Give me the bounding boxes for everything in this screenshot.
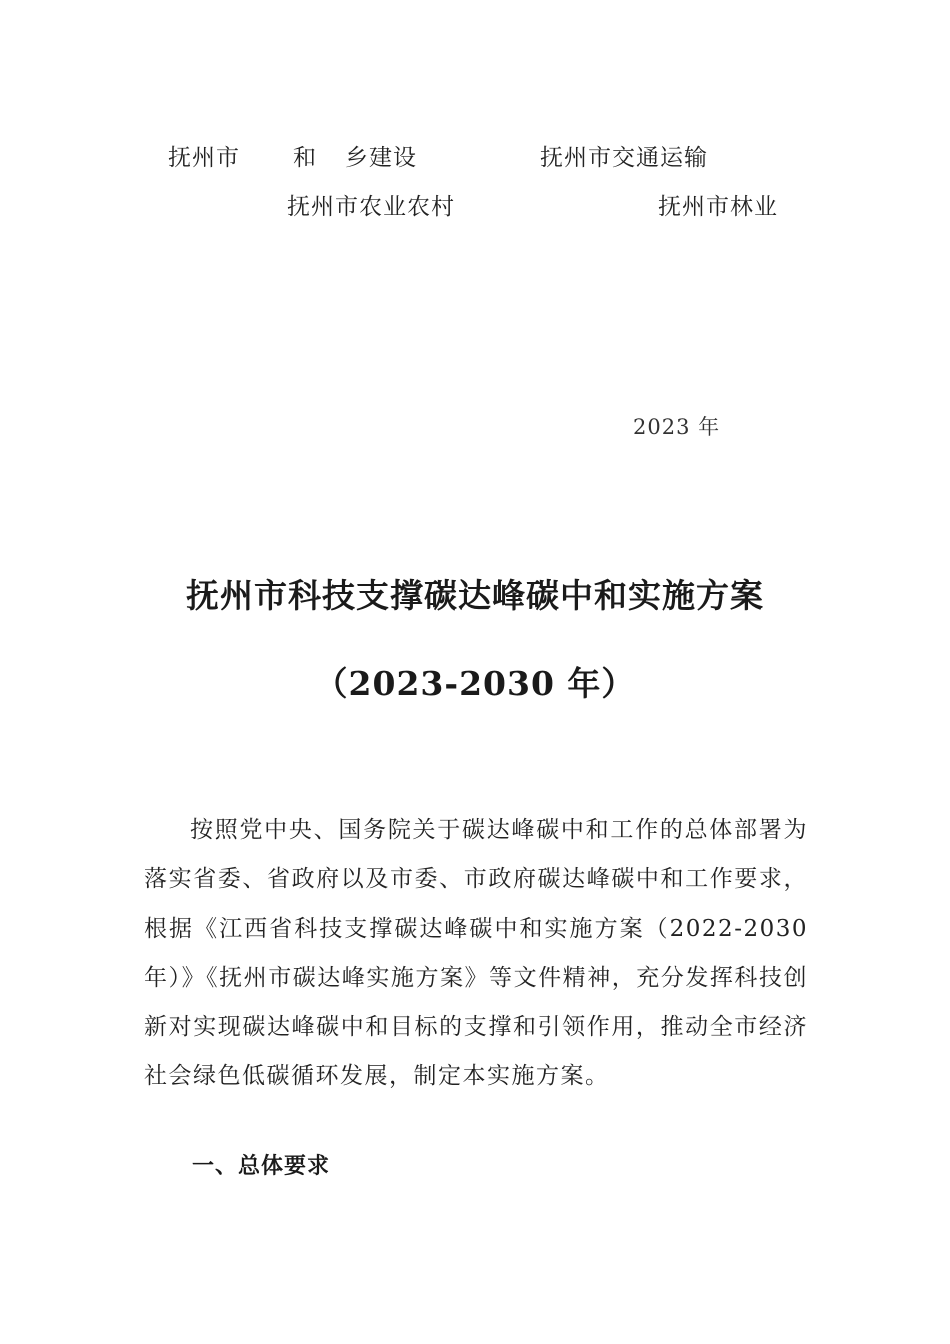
issuer-transport: 抚州市交通运输 (540, 145, 708, 171)
section-heading-general-requirements: 一、总体要求 (192, 1154, 331, 1179)
issue-year: 2023 年 (633, 415, 721, 439)
issuer-rural-construction: 乡建设 (345, 145, 417, 171)
issuer-forestry: 抚州市林业 (658, 194, 778, 220)
issuer-conjunction: 和 (293, 145, 317, 171)
intro-paragraph: 按照党中央、国务院关于碳达峰碳中和工作的总体部署为落实省委、省政府以及市委、市政府碳达峰碳中和工作要求，根据《江西省科技支撑碳达峰碳中和实施方案（2022-2030 年）》《抚州市碳达峰实施方案》等文件精神，充分发挥科技创新对实现碳达峰碳中和目标的支撑和引领作用，推动全市经济社会绿色低碳循环发展，制定本实施方案。 (144, 817, 808, 1090)
document-subtitle: （2023-2030 年） (314, 664, 636, 703)
document-title: 抚州市科技支撑碳达峰碳中和实施方案 (186, 576, 764, 615)
issuer-agriculture: 抚州市农业农村 (287, 194, 455, 220)
issuer-fuzhou-city: 抚州市 (168, 145, 240, 171)
